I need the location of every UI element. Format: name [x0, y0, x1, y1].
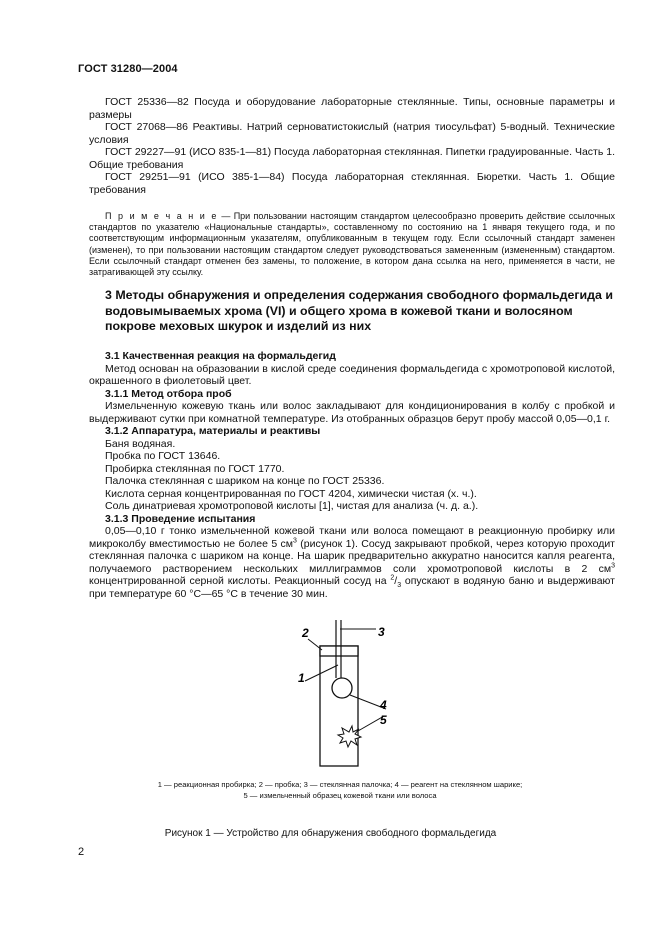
equipment-item: Соль динатриевая хромотроповой кислоты [1], чистая для анализа (ч. д. а.). [105, 500, 479, 512]
figure-label-3: 3 [378, 625, 385, 639]
references-list [89, 96, 615, 196]
equipment-item: Пробирка стеклянная по ГОСТ 1770. [105, 462, 285, 475]
fraction-denominator: 3 [397, 582, 402, 590]
reference-item: ГОСТ 27068—86 Реактивы. Натрий серноватистокислый (натрия тиосульфат) 5-водный. Технические условия [89, 121, 615, 146]
figure-label-2: 2 [302, 626, 309, 640]
section-3-title: 3 Методы обнаружения и определения содержания свободного формальдегида и водовымываемых хрома (VI) и общего хрома в кожевой ткани и волосяном покрове меховых шкурок и изделий из них [105, 288, 613, 333]
reference-item: ГОСТ 29227—91 (ИСО 835-1—81) Посуда лабораторная стеклянная. Пипетки градуированные. Часть 1. Общие требования [89, 146, 615, 171]
equipment-item: Баня водяная. [105, 437, 176, 450]
figure-label-4: 4 [380, 698, 387, 712]
superscript-3: 3 [611, 562, 615, 569]
subsection-3-1-text: Метод основан на образовании в кислой среде соединения формальдегида с хромотроповой кислотой, окрашенного в фиолетовый цвет. [89, 362, 615, 387]
subsection-3-1-3-heading: 3.1.3 Проведение испытания [105, 512, 256, 525]
figure-caption [120, 779, 560, 801]
fraction-numerator: 2 [390, 574, 395, 582]
equipment-item: Палочка стеклянная с шариком на конце по ГОСТ 25336. [105, 475, 385, 487]
procedure-text-3: концентрированной серной кислоты. Реакционный сосуд на [89, 575, 391, 587]
leader-line-1 [305, 665, 338, 681]
procedure-text-1: 0,05—0,10 г тонко измельченной кожевой ткани или волоса помещают в реакционную пробирку или микроколбу вместимостью не более 5 см [89, 525, 615, 550]
figure-caption-line: 5 — измельченный образец кожевой ткани или волоса [243, 791, 437, 800]
procedure-text-4: опускают в водяную баню и выдерживают при температуре 60 °C—65 °C в течение 30 мин. [89, 575, 615, 600]
leader-line-2 [308, 639, 322, 650]
stopper [320, 646, 358, 656]
subsection-3-1-heading: 3.1 Качественная реакция на формальдегид [105, 350, 336, 362]
figure-label-1: 1 [298, 671, 305, 685]
note-label: П р и м е ч а н и е [105, 211, 218, 221]
subsection-3-1-1-heading: 3.1.1 Метод отбора проб [105, 387, 232, 400]
procedure-text-2: (рисунок 1). Сосуд закрывают пробкой, через которую проходит стеклянная палочка с шариком на конце. На шарик предварительно аккуратно наносится капля реагента, получаемого растворением нескольких миллиграммов соли хромотроповой кислоты в 2 см [89, 537, 615, 575]
figure-label-5: 5 [380, 713, 387, 727]
figure-title: Рисунок 1 — Устройство для обнаружения свободного формальдегида [164, 828, 497, 839]
reference-item: ГОСТ 25336—82 Посуда и оборудование лабораторные стеклянные. Типы, основные параметры и размеры [89, 96, 615, 121]
subsection-3-1-1-text: Измельченную кожевую ткань или волос закладывают для кондиционирования в колбу с пробкой и выдерживают сутки при комнатной температуре. Из отобранных образцов берут пробу массой 0,05—0,1 г. [89, 400, 615, 425]
reagent-ball [332, 678, 352, 698]
figure-caption-line: 1 — реакционная пробирка; 2 — пробка; 3 — стеклянная палочка; 4 — реагент на стеклянном шарике; [157, 780, 523, 789]
reaction-tube [320, 646, 358, 766]
page-number: 2 [78, 846, 85, 858]
document-header: ГОСТ 31280—2004 [78, 63, 178, 75]
note-text: — При пользовании настоящим стандартом целесообразно проверить действие ссылочных стандартов по указателю «Национальные стандарты», составленному по состоянию на 1 января текущего года, и по соответствующим информационным указателям, опубликованным в текущем году. Если ссылочный стандарт заменен (изменен), то при пользовании настоящим стандартом следует руководствоваться замененным (измененным) стандартом. Если ссылочный стандарт отменен без замены, то положение, в котором дана ссылка на него, применяется в части, не затрагивающей эту ссылку. [89, 211, 615, 278]
subsection-3-1-3-text: 0,05—0,10 г тонко измельченной кожевой ткани или волоса помещают в реакционную пробирку или микроколбу вместимостью не более 5 $см^3$ (рисунок 1). Сосуд закрывают пробкой, через которую проходит стеклянная палочка с шариком на конце. На шарик предварительно аккуратно наносится капля реагента, получаемого растворением нескольких миллиграммов соли хромотроповой кислоты в 2 $см^3$ концентрированной серной кислоты. Реакционный сосуд на $^2/_3$ опускают в водяную баню и выдерживают при температуре 60 °C—65 °C в течение 30 мин. [89, 525, 615, 600]
superscript-3: 3 [293, 537, 297, 544]
equipment-item: Пробка по ГОСТ 13646. [105, 450, 221, 462]
equipment-item: Кислота серная концентрированная по ГОСТ 4204, химически чистая (х. ч.). [105, 487, 477, 500]
note-paragraph [89, 211, 615, 278]
subsection-3-1-2-heading: 3.1.2 Аппаратура, материалы и реактивы [105, 425, 321, 437]
section-3-body [89, 350, 615, 600]
reference-item: ГОСТ 29251—91 (ИСО 385-1—84) Посуда лабораторная стеклянная. Бюретки. Часть 1. Общие требования [89, 171, 615, 196]
device-figure [280, 620, 400, 770]
